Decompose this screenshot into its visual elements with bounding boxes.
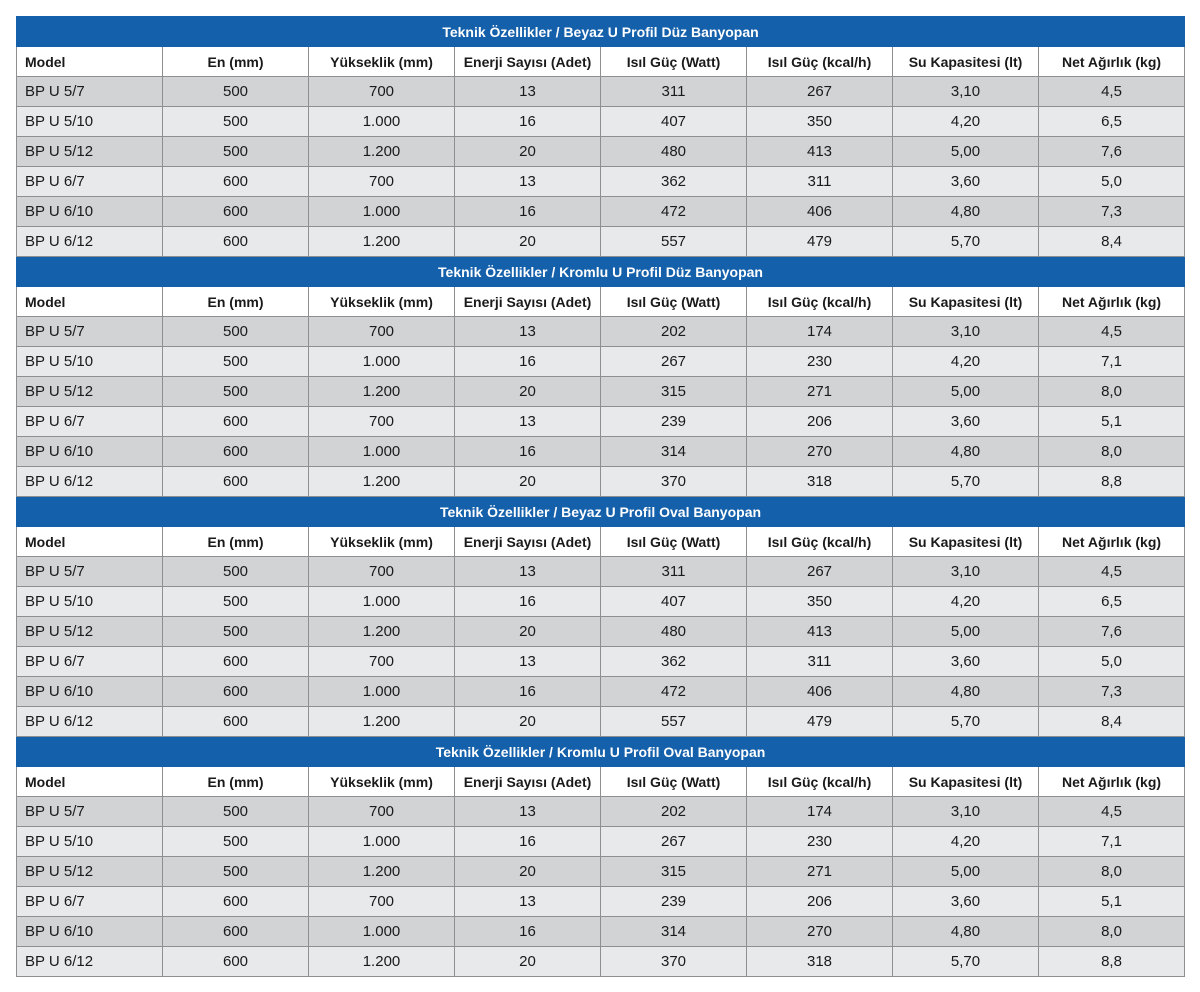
value-cell: 4,80 [893, 917, 1039, 947]
value-cell: 500 [163, 137, 309, 167]
value-cell: 13 [455, 647, 601, 677]
value-cell: 350 [747, 107, 893, 137]
value-cell: 500 [163, 617, 309, 647]
column-header: Model [17, 287, 163, 317]
value-cell: 314 [601, 437, 747, 467]
value-cell: 5,70 [893, 467, 1039, 497]
value-cell: 20 [455, 947, 601, 977]
table-row [17, 467, 1185, 497]
model-cell: BP U 5/12 [17, 377, 163, 407]
value-cell: 500 [163, 587, 309, 617]
table-row [17, 317, 1185, 347]
value-cell: 20 [455, 467, 601, 497]
value-cell: 267 [601, 827, 747, 857]
value-cell: 500 [163, 377, 309, 407]
model-cell: BP U 5/7 [17, 797, 163, 827]
value-cell: 13 [455, 167, 601, 197]
table-row [17, 347, 1185, 377]
column-header: Isıl Güç (Watt) [601, 527, 747, 557]
value-cell: 479 [747, 227, 893, 257]
table-row [17, 227, 1185, 257]
value-cell: 318 [747, 467, 893, 497]
table-row [17, 827, 1185, 857]
value-cell: 557 [601, 707, 747, 737]
value-cell: 7,3 [1039, 197, 1185, 227]
column-header-row [17, 527, 1185, 557]
column-header: Su Kapasitesi (lt) [893, 527, 1039, 557]
value-cell: 700 [309, 317, 455, 347]
column-header: En (mm) [163, 287, 309, 317]
value-cell: 500 [163, 317, 309, 347]
value-cell: 480 [601, 137, 747, 167]
value-cell: 413 [747, 617, 893, 647]
value-cell: 3,60 [893, 647, 1039, 677]
value-cell: 16 [455, 677, 601, 707]
column-header: Model [17, 47, 163, 77]
column-header: Yükseklik (mm) [309, 767, 455, 797]
model-cell: BP U 5/10 [17, 587, 163, 617]
value-cell: 700 [309, 77, 455, 107]
table-row [17, 557, 1185, 587]
value-cell: 557 [601, 227, 747, 257]
column-header: Model [17, 767, 163, 797]
value-cell: 500 [163, 827, 309, 857]
value-cell: 500 [163, 857, 309, 887]
value-cell: 4,5 [1039, 77, 1185, 107]
value-cell: 4,5 [1039, 317, 1185, 347]
value-cell: 7,3 [1039, 677, 1185, 707]
value-cell: 600 [163, 167, 309, 197]
value-cell: 20 [455, 707, 601, 737]
table-row [17, 437, 1185, 467]
value-cell: 13 [455, 317, 601, 347]
value-cell: 8,0 [1039, 377, 1185, 407]
column-header: Yükseklik (mm) [309, 527, 455, 557]
value-cell: 16 [455, 347, 601, 377]
value-cell: 600 [163, 887, 309, 917]
value-cell: 4,80 [893, 677, 1039, 707]
value-cell: 16 [455, 587, 601, 617]
value-cell: 600 [163, 227, 309, 257]
value-cell: 174 [747, 797, 893, 827]
value-cell: 407 [601, 587, 747, 617]
table-row [17, 167, 1185, 197]
value-cell: 600 [163, 647, 309, 677]
value-cell: 267 [747, 557, 893, 587]
value-cell: 5,70 [893, 227, 1039, 257]
value-cell: 20 [455, 377, 601, 407]
value-cell: 4,80 [893, 437, 1039, 467]
table-row [17, 857, 1185, 887]
value-cell: 270 [747, 437, 893, 467]
value-cell: 8,0 [1039, 437, 1185, 467]
model-cell: BP U 6/12 [17, 467, 163, 497]
column-header: Isıl Güç (kcal/h) [747, 47, 893, 77]
value-cell: 1.000 [309, 347, 455, 377]
value-cell: 8,0 [1039, 857, 1185, 887]
column-header: Net Ağırlık (kg) [1039, 287, 1185, 317]
column-header: Su Kapasitesi (lt) [893, 767, 1039, 797]
value-cell: 8,4 [1039, 227, 1185, 257]
spec-table [16, 16, 1185, 977]
value-cell: 4,20 [893, 107, 1039, 137]
column-header: Isıl Güç (kcal/h) [747, 287, 893, 317]
value-cell: 700 [309, 797, 455, 827]
value-cell: 16 [455, 107, 601, 137]
value-cell: 13 [455, 77, 601, 107]
value-cell: 4,5 [1039, 797, 1185, 827]
model-cell: BP U 6/10 [17, 677, 163, 707]
section-title: Teknik Özellikler / Beyaz U Profil Oval Banyopan [17, 497, 1185, 527]
value-cell: 413 [747, 137, 893, 167]
column-header: Enerji Sayısı (Adet) [455, 527, 601, 557]
model-cell: BP U 6/7 [17, 167, 163, 197]
value-cell: 7,6 [1039, 137, 1185, 167]
column-header: En (mm) [163, 767, 309, 797]
value-cell: 174 [747, 317, 893, 347]
spec-table-body [17, 17, 1185, 977]
value-cell: 239 [601, 407, 747, 437]
column-header: En (mm) [163, 527, 309, 557]
column-header: En (mm) [163, 47, 309, 77]
column-header: Model [17, 527, 163, 557]
value-cell: 13 [455, 797, 601, 827]
section-title: Teknik Özellikler / Kromlu U Profil Oval Banyopan [17, 737, 1185, 767]
value-cell: 311 [747, 647, 893, 677]
model-cell: BP U 5/7 [17, 557, 163, 587]
model-cell: BP U 5/12 [17, 617, 163, 647]
column-header: Net Ağırlık (kg) [1039, 767, 1185, 797]
value-cell: 700 [309, 167, 455, 197]
table-row [17, 707, 1185, 737]
model-cell: BP U 6/10 [17, 917, 163, 947]
value-cell: 1.200 [309, 467, 455, 497]
value-cell: 202 [601, 797, 747, 827]
value-cell: 472 [601, 197, 747, 227]
model-cell: BP U 5/7 [17, 317, 163, 347]
value-cell: 5,0 [1039, 167, 1185, 197]
model-cell: BP U 6/10 [17, 197, 163, 227]
value-cell: 8,4 [1039, 707, 1185, 737]
table-row [17, 797, 1185, 827]
value-cell: 5,1 [1039, 407, 1185, 437]
table-row [17, 947, 1185, 977]
value-cell: 5,00 [893, 617, 1039, 647]
value-cell: 3,10 [893, 557, 1039, 587]
column-header: Enerji Sayısı (Adet) [455, 287, 601, 317]
value-cell: 267 [601, 347, 747, 377]
value-cell: 600 [163, 707, 309, 737]
value-cell: 700 [309, 647, 455, 677]
value-cell: 600 [163, 467, 309, 497]
section-title-row [17, 497, 1185, 527]
value-cell: 370 [601, 467, 747, 497]
value-cell: 13 [455, 407, 601, 437]
column-header-row [17, 767, 1185, 797]
column-header: Yükseklik (mm) [309, 47, 455, 77]
value-cell: 362 [601, 167, 747, 197]
model-cell: BP U 6/12 [17, 227, 163, 257]
value-cell: 206 [747, 887, 893, 917]
column-header: Yükseklik (mm) [309, 287, 455, 317]
value-cell: 700 [309, 887, 455, 917]
table-row [17, 137, 1185, 167]
model-cell: BP U 5/10 [17, 827, 163, 857]
value-cell: 3,10 [893, 317, 1039, 347]
value-cell: 4,5 [1039, 557, 1185, 587]
value-cell: 270 [747, 917, 893, 947]
value-cell: 16 [455, 437, 601, 467]
section-title-row [17, 17, 1185, 47]
value-cell: 1.200 [309, 857, 455, 887]
value-cell: 1.000 [309, 677, 455, 707]
value-cell: 311 [601, 557, 747, 587]
value-cell: 5,1 [1039, 887, 1185, 917]
value-cell: 1.000 [309, 917, 455, 947]
table-row [17, 407, 1185, 437]
value-cell: 271 [747, 857, 893, 887]
column-header-row [17, 47, 1185, 77]
column-header: Su Kapasitesi (lt) [893, 47, 1039, 77]
value-cell: 500 [163, 797, 309, 827]
value-cell: 1.200 [309, 617, 455, 647]
value-cell: 4,20 [893, 827, 1039, 857]
value-cell: 1.200 [309, 707, 455, 737]
column-header: Isıl Güç (Watt) [601, 287, 747, 317]
value-cell: 600 [163, 947, 309, 977]
value-cell: 311 [747, 167, 893, 197]
model-cell: BP U 5/12 [17, 857, 163, 887]
value-cell: 5,00 [893, 857, 1039, 887]
value-cell: 5,0 [1039, 647, 1185, 677]
value-cell: 4,80 [893, 197, 1039, 227]
value-cell: 700 [309, 557, 455, 587]
value-cell: 8,8 [1039, 467, 1185, 497]
value-cell: 700 [309, 407, 455, 437]
model-cell: BP U 6/7 [17, 887, 163, 917]
value-cell: 1.000 [309, 587, 455, 617]
value-cell: 1.200 [309, 137, 455, 167]
column-header: Enerji Sayısı (Adet) [455, 767, 601, 797]
value-cell: 315 [601, 857, 747, 887]
column-header: Enerji Sayısı (Adet) [455, 47, 601, 77]
value-cell: 202 [601, 317, 747, 347]
value-cell: 5,00 [893, 137, 1039, 167]
value-cell: 3,60 [893, 167, 1039, 197]
value-cell: 406 [747, 197, 893, 227]
value-cell: 1.000 [309, 827, 455, 857]
value-cell: 16 [455, 197, 601, 227]
value-cell: 7,6 [1039, 617, 1185, 647]
value-cell: 230 [747, 827, 893, 857]
value-cell: 3,60 [893, 887, 1039, 917]
value-cell: 500 [163, 557, 309, 587]
column-header: Isıl Güç (kcal/h) [747, 767, 893, 797]
column-header-row [17, 287, 1185, 317]
table-row [17, 377, 1185, 407]
value-cell: 480 [601, 617, 747, 647]
value-cell: 600 [163, 437, 309, 467]
value-cell: 6,5 [1039, 587, 1185, 617]
value-cell: 3,10 [893, 797, 1039, 827]
column-header: Isıl Güç (Watt) [601, 767, 747, 797]
value-cell: 600 [163, 197, 309, 227]
value-cell: 16 [455, 827, 601, 857]
value-cell: 318 [747, 947, 893, 977]
value-cell: 370 [601, 947, 747, 977]
model-cell: BP U 6/12 [17, 947, 163, 977]
value-cell: 362 [601, 647, 747, 677]
value-cell: 16 [455, 917, 601, 947]
model-cell: BP U 5/7 [17, 77, 163, 107]
value-cell: 1.000 [309, 107, 455, 137]
value-cell: 7,1 [1039, 347, 1185, 377]
table-row [17, 617, 1185, 647]
value-cell: 4,20 [893, 347, 1039, 377]
spec-tables [16, 16, 1184, 977]
table-row [17, 887, 1185, 917]
value-cell: 406 [747, 677, 893, 707]
table-row [17, 587, 1185, 617]
value-cell: 20 [455, 617, 601, 647]
value-cell: 1.200 [309, 947, 455, 977]
value-cell: 600 [163, 677, 309, 707]
value-cell: 7,1 [1039, 827, 1185, 857]
value-cell: 20 [455, 227, 601, 257]
table-row [17, 647, 1185, 677]
model-cell: BP U 5/12 [17, 137, 163, 167]
table-row [17, 77, 1185, 107]
value-cell: 20 [455, 137, 601, 167]
value-cell: 4,20 [893, 587, 1039, 617]
value-cell: 311 [601, 77, 747, 107]
value-cell: 1.000 [309, 197, 455, 227]
value-cell: 350 [747, 587, 893, 617]
value-cell: 314 [601, 917, 747, 947]
model-cell: BP U 6/10 [17, 437, 163, 467]
model-cell: BP U 6/7 [17, 407, 163, 437]
value-cell: 5,70 [893, 947, 1039, 977]
table-row [17, 107, 1185, 137]
value-cell: 20 [455, 857, 601, 887]
value-cell: 600 [163, 917, 309, 947]
column-header: Net Ağırlık (kg) [1039, 527, 1185, 557]
value-cell: 500 [163, 347, 309, 377]
table-row [17, 197, 1185, 227]
column-header: Isıl Güç (Watt) [601, 47, 747, 77]
value-cell: 13 [455, 557, 601, 587]
column-header: Su Kapasitesi (lt) [893, 287, 1039, 317]
section-title-row [17, 257, 1185, 287]
value-cell: 8,0 [1039, 917, 1185, 947]
value-cell: 1.200 [309, 377, 455, 407]
value-cell: 3,10 [893, 77, 1039, 107]
section-title: Teknik Özellikler / Kromlu U Profil Düz Banyopan [17, 257, 1185, 287]
value-cell: 5,70 [893, 707, 1039, 737]
value-cell: 472 [601, 677, 747, 707]
value-cell: 3,60 [893, 407, 1039, 437]
value-cell: 239 [601, 887, 747, 917]
model-cell: BP U 6/7 [17, 647, 163, 677]
table-row [17, 917, 1185, 947]
value-cell: 479 [747, 707, 893, 737]
value-cell: 500 [163, 77, 309, 107]
value-cell: 267 [747, 77, 893, 107]
model-cell: BP U 6/12 [17, 707, 163, 737]
column-header: Isıl Güç (kcal/h) [747, 527, 893, 557]
value-cell: 206 [747, 407, 893, 437]
value-cell: 230 [747, 347, 893, 377]
value-cell: 5,00 [893, 377, 1039, 407]
value-cell: 1.000 [309, 437, 455, 467]
value-cell: 8,8 [1039, 947, 1185, 977]
value-cell: 6,5 [1039, 107, 1185, 137]
model-cell: BP U 5/10 [17, 107, 163, 137]
section-title-row [17, 737, 1185, 767]
value-cell: 13 [455, 887, 601, 917]
model-cell: BP U 5/10 [17, 347, 163, 377]
value-cell: 271 [747, 377, 893, 407]
value-cell: 407 [601, 107, 747, 137]
section-title: Teknik Özellikler / Beyaz U Profil Düz Banyopan [17, 17, 1185, 47]
value-cell: 600 [163, 407, 309, 437]
table-row [17, 677, 1185, 707]
value-cell: 500 [163, 107, 309, 137]
column-header: Net Ağırlık (kg) [1039, 47, 1185, 77]
value-cell: 1.200 [309, 227, 455, 257]
value-cell: 315 [601, 377, 747, 407]
